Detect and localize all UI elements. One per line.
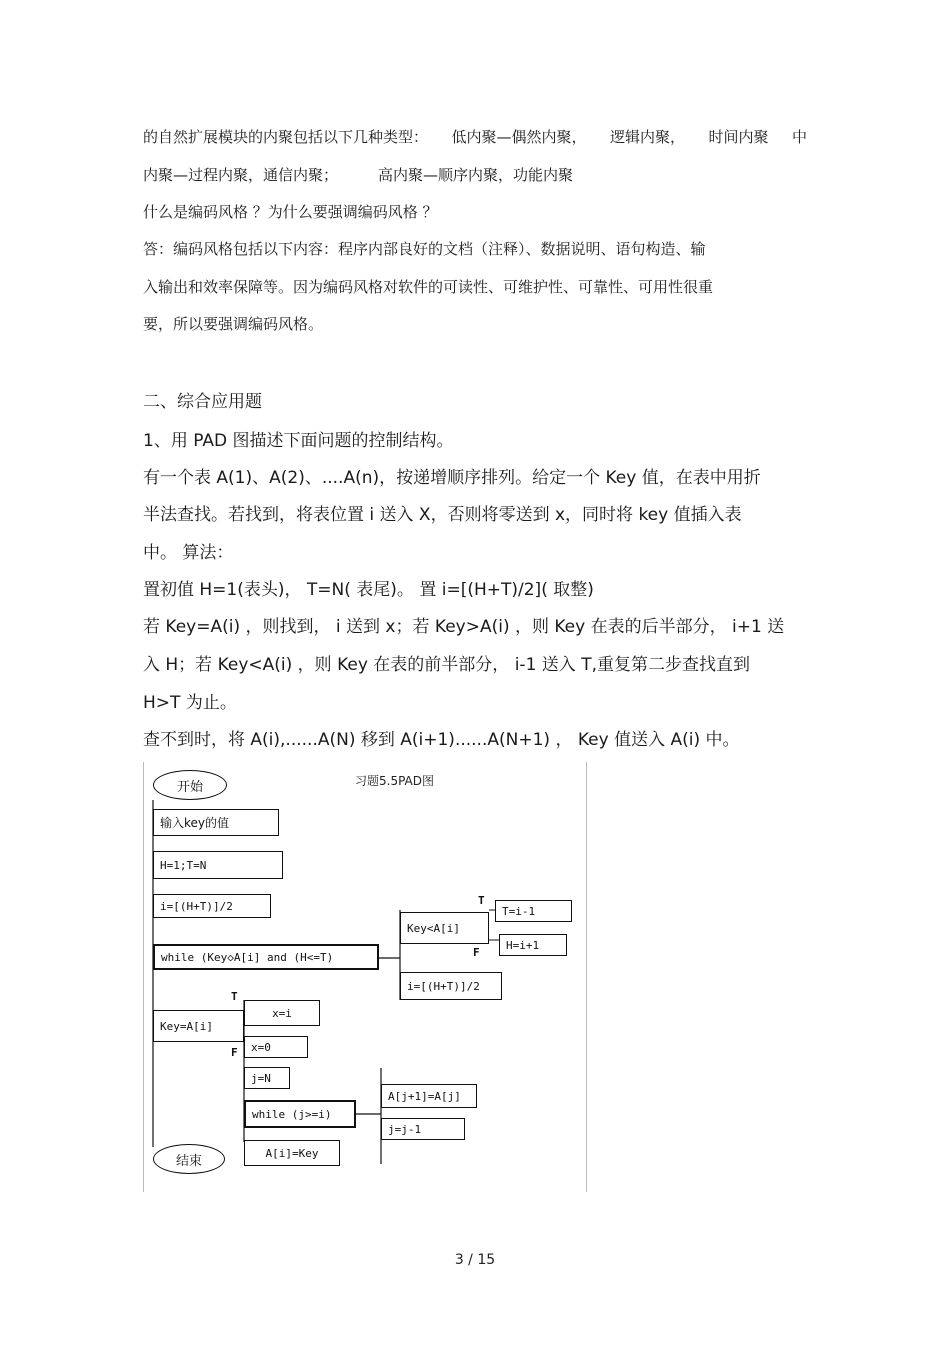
decrement-j-box: j=j-1 [381, 1118, 465, 1140]
section-heading: 二、综合应用题 [143, 392, 262, 412]
true-label-2: T [231, 990, 238, 1003]
text-line-2 [143, 164, 573, 185]
paragraph-line-3: 中。 算法： [143, 543, 234, 563]
x-equals-0-box: x=0 [244, 1036, 308, 1058]
input-key-box: 输入key的值 [153, 809, 279, 836]
false-label-1: F [473, 946, 480, 959]
text-line-5: 入输出和效率保障等。因为编码风格对软件的可读性、可维护性、可靠性、可用性很重 [143, 278, 714, 296]
insert-key-box: A[i]=Key [244, 1140, 340, 1166]
paragraph-line-6: 入 H；若 Key<A(i) ，则 Key 在表的前半部分， i-1 送入 T,重复第二步查找直到 [143, 655, 750, 675]
paragraph-line-7: H>T 为止。 [143, 693, 237, 713]
paragraph-line-5: 若 Key=A(i) ，则找到， i 送到 x；若 Key>A(i) ，则 Key 在表的后半部分， i+1 送 [143, 617, 785, 637]
text-line-3: 什么是编码风格 ？为什么要强调编码风格 ？ [143, 203, 438, 221]
text-line-2-part-1: 内聚—过程内聚，通信内聚； [143, 166, 339, 184]
calc-i2-box: i=[(H+T)]/2 [400, 972, 502, 1000]
text-line-2-part-2: 高内聚—顺序内聚，功能内聚 [378, 166, 574, 184]
paragraph-line-2: 半法查找。若找到，将表位置 i 送入 X，否则将零送到 x，同时将 key 值插入表 [143, 505, 742, 525]
j-equals-n-box: j=N [244, 1067, 290, 1089]
true-label-1: T [478, 894, 485, 907]
x-equals-i-box: x=i [244, 1000, 320, 1026]
while-loop-1-box: while (Key◇A[i] and (H<=T) [153, 944, 379, 970]
start-oval: 开始 [153, 770, 227, 800]
false-label-2: F [231, 1046, 238, 1059]
text-line-4: 答：编码风格包括以下内容：程序内部良好的文档（注释）、数据说明、语句构造、输 [143, 240, 706, 258]
shift-box: A[j+1]=A[j] [381, 1084, 477, 1108]
calc-i-box: i=[(H+T)]/2 [153, 894, 271, 918]
t-assign-box: T=i-1 [495, 900, 572, 922]
while-loop-2-box: while (j>=i) [244, 1100, 356, 1128]
h-assign-box: H=i+1 [499, 934, 567, 956]
question-1: 1、用 PAD 图描述下面问题的控制结构。 [143, 431, 454, 451]
end-oval: 结束 [153, 1144, 225, 1174]
init-box: H=1;T=N [153, 851, 283, 879]
text-line-1-part-5: 中 [791, 128, 807, 146]
diagram-title: 习题5.5PAD图 [355, 774, 435, 788]
condition-key-less-box: Key<A[i] [400, 912, 489, 944]
paragraph-line-8: 查不到时，将 A(i),......A(N) 移到 A(i+1)......A(N+1) ， Key 值送入 A(i) 中。 [143, 730, 740, 750]
text-line-6: 要，所以要强调编码风格。 [143, 315, 324, 333]
text-line-1-part-2: 低内聚—偶然内聚， [451, 128, 587, 146]
paragraph-line-4: 置初值 H=1(表头)， T=N( 表尾)。 置 i=[(H+T)/2]( 取整) [143, 580, 594, 600]
paragraph-line-1: 有一个表 A(1)、A(2)、....A(n)，按递增顺序排列。给定一个 Key 值，在表中用折 [143, 468, 761, 488]
pad-diagram [143, 762, 587, 1192]
page-number: 3 / 15 [454, 1252, 496, 1268]
text-line-1-part-4: 时间内聚 [708, 128, 769, 146]
text-line-1-part-3: 逻辑内聚， [609, 128, 685, 146]
text-line-1 [143, 126, 807, 147]
condition-key-equal-box: Key=A[i] [153, 1010, 244, 1042]
text-line-1-part-1: 的自然扩展模块的内聚包括以下几种类型： [143, 128, 429, 146]
